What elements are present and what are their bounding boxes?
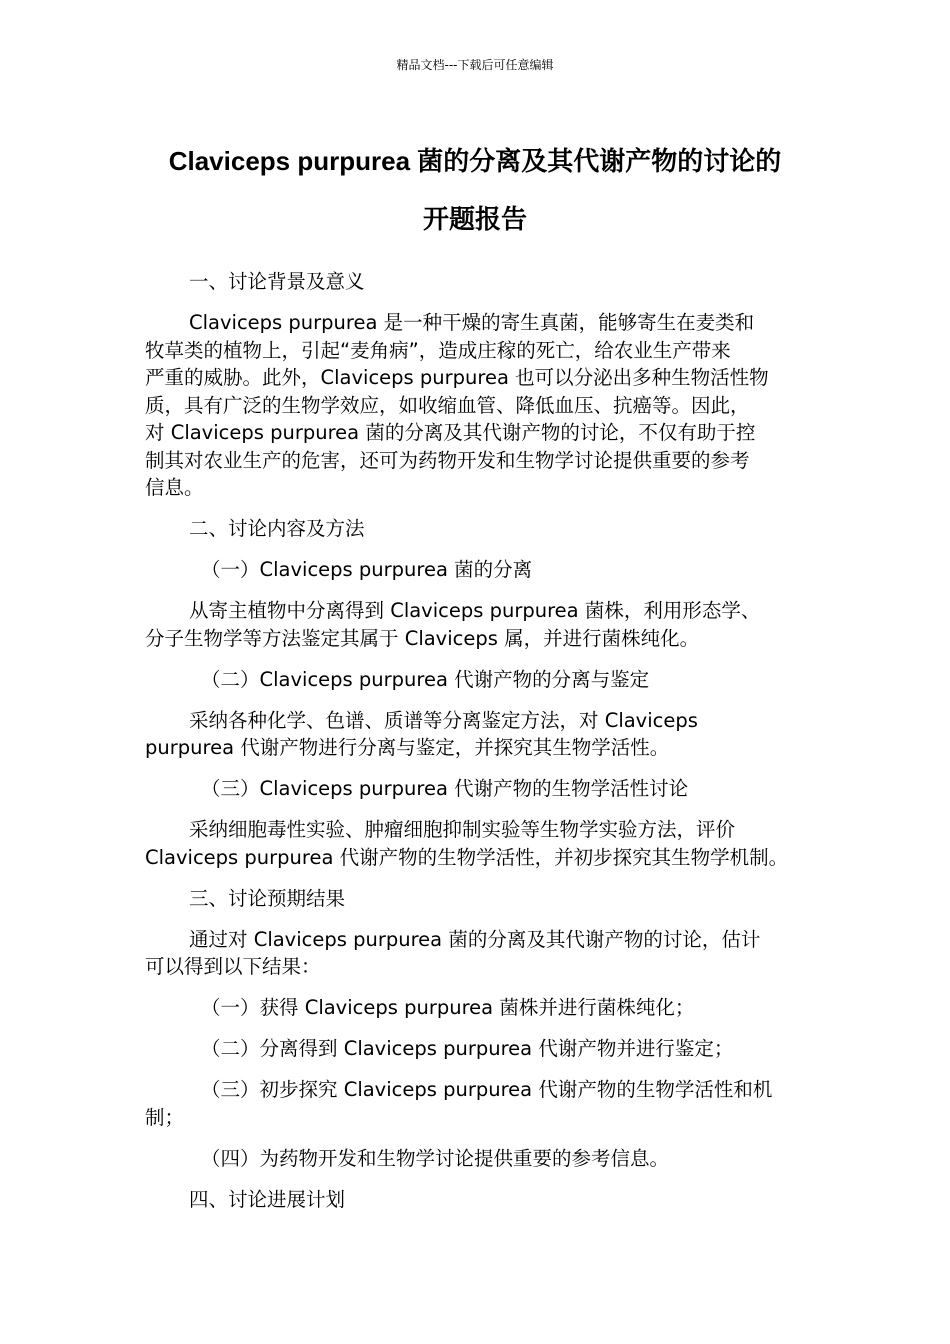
subheading-isolation: （一）Claviceps purpurea 菌的分离 [201, 558, 533, 581]
text-line: 通过对 Claviceps purpurea 菌的分离及其代谢产物的讨论，估计 [189, 927, 761, 951]
paragraph-expected-results [145, 926, 825, 981]
paragraph-metabolite-separation [145, 707, 825, 762]
result-item-2: （二）分离得到 Claviceps purpurea 代谢产物并进行鉴定； [201, 1037, 734, 1060]
text-line: 采纳各种化学、色谱、质谱等分离鉴定方法，对 Claviceps [189, 708, 698, 732]
text-line: 信息。 [145, 476, 204, 499]
result-item-4: （四）为药物开发和生物学讨论提供重要的参考信息。 [201, 1146, 670, 1170]
subheading-metabolite-separation: （二）Claviceps purpurea 代谢产物的分离与鉴定 [201, 667, 650, 691]
text-line: purpurea 代谢产物进行分离与鉴定，并探究其生物学活性。 [145, 736, 670, 759]
text-line: 从寄主植物中分离得到 Claviceps purpurea 菌株，利用形态学、 [189, 599, 761, 622]
result-item-1: （一）获得 Claviceps purpurea 菌株并进行菌株纯化； [201, 996, 695, 1019]
text-line: 制其对农业生产的危害，还可为药物开发和生物学讨论提供重要的参考 [145, 448, 750, 472]
text-line: 严重的威胁。此外，Claviceps purpurea 也可以分泌出多种生物活性物 [145, 366, 769, 389]
text-line: 牧草类的植物上，引起“麦角病”，造成庄稼的死亡，给农业生产带来 [145, 338, 731, 362]
document-title [100, 132, 850, 248]
text-line: 对 Claviceps purpurea 菌的分离及其代谢产物的讨论，不仅有助于控 [145, 421, 756, 444]
text-line: 制； [145, 1105, 185, 1129]
paragraph-background [145, 309, 825, 502]
text-line: 可以得到以下结果： [145, 955, 321, 978]
result-item-3 [145, 1076, 825, 1131]
paragraph-isolation [145, 597, 825, 652]
title-line-2: 开题报告 [422, 204, 527, 234]
text-line: Claviceps purpurea 代谢产物的生物学活性，并初步探究其生物学机制。 [145, 845, 789, 869]
text-line: Claviceps purpurea 是一种干燥的寄生真菌，能够寄生在麦类和 [189, 311, 755, 334]
section-heading-background: 一、讨论背景及意义 [189, 270, 365, 293]
subheading-bioactivity: （三）Claviceps purpurea 代谢产物的生物学活性讨论 [201, 777, 689, 800]
section-heading-schedule: 四、讨论进展计划 [189, 1187, 346, 1211]
text-line: 采纳细胞毒性实验、肿瘤细胞抑制实验等生物学实验方法，评价 [189, 818, 736, 841]
page-header: 精品文档---下载后可任意编辑 [396, 58, 554, 72]
paragraph-bioactivity [145, 816, 825, 871]
text-line: 分子生物学等方法鉴定其属于 Claviceps 属，并进行菌株纯化。 [145, 626, 700, 650]
text-line: （三）初步探究 Claviceps purpurea 代谢产物的生物学活性和机 [201, 1078, 773, 1101]
section-heading-expected-results: 三、讨论预期结果 [189, 886, 346, 910]
text-line: 质，具有广泛的生物学效应，如收缩血管、降低血压、抗癌等。因此， [145, 393, 750, 417]
section-heading-methods: 二、讨论内容及方法 [189, 517, 365, 540]
document-body [145, 268, 825, 1227]
title-line-1: Claviceps purpurea 菌的分离及其代谢产物的讨论的 [168, 146, 782, 176]
